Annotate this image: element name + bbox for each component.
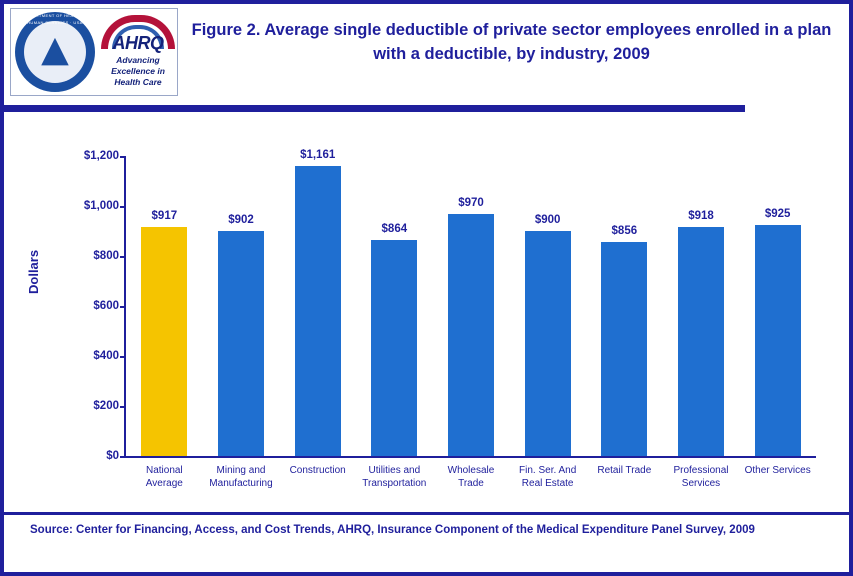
bar-value-label: $925 [764,207,791,220]
x-axis-category-label: Construction [289,465,346,476]
bar [448,196,494,457]
source-note: Source: Center for Financing, Access, and Cost Trends, AHRQ, Insurance Component of the Medical Expenditure Panel Survey, 2009 [30,524,755,536]
figure-header [4,4,849,100]
bar-value-label: $900 [534,214,561,226]
bar [525,214,571,456]
y-axis-tick-label: $400 [93,350,119,362]
logo-block [10,8,178,96]
y-axis-tick [120,456,126,458]
x-axis-category-label: Other Services [744,465,811,476]
bar-value-label: $864 [381,223,408,235]
bar [678,209,724,457]
bar-value-label: $917 [151,209,178,222]
ahrq-tagline: Advancing Excellence in Health Care [111,55,165,87]
y-axis-tick [120,206,126,208]
bar [371,223,417,456]
ahrq-wordmark: AHRQ [112,33,164,53]
y-axis-tick [120,256,126,258]
plot-area [83,148,816,489]
bar-value-label: $902 [228,213,254,226]
x-axis-category-label: Wholesale Trade [447,465,495,489]
page-title: Figure 2. Average single deductible of private sector employees enrolled in a plan with a deductible, by industry, 2009 [191,21,832,63]
bar-value-label: $918 [688,209,714,222]
bar [295,148,341,456]
hhs-seal-icon: ▲ DEPARTMENT OF HEALTH & HUMAN SERVICES · USA [15,12,95,92]
y-axis-tick-label: $200 [93,400,119,412]
y-axis-tick [120,406,126,408]
y-axis-tick [120,356,126,358]
bar-value-label: $856 [611,225,638,237]
x-axis-category-label: Mining and Manufacturing [209,465,273,489]
x-axis-category-label: Utilities and Transportation [362,465,427,489]
y-axis-tick-label: $0 [106,450,119,462]
footer-divider [4,512,849,515]
y-axis-tick-label: $1,200 [83,150,119,162]
bar-chart [4,116,849,508]
y-axis-tick-label: $1,000 [83,200,119,212]
y-axis-tick-label: $800 [93,250,119,262]
y-axis-tick-label: $600 [93,300,119,312]
bar [218,213,264,457]
y-axis-tick [120,306,126,308]
x-axis-category-label: Professional Services [673,465,729,489]
y-axis-title: Dollars [26,249,41,294]
bar-value-label: $970 [458,196,484,209]
bar [141,209,187,456]
x-axis-category-label: National Average [145,465,183,489]
x-axis-category-label: Retail Trade [597,465,652,476]
x-axis-category-label: Fin. Ser. And Real Estate [519,465,577,489]
bar [601,225,647,456]
y-axis-tick [120,156,126,158]
bar [755,207,801,456]
ahrq-logo-icon [99,11,177,95]
bar-value-label: $1,161 [300,148,336,161]
hhs-seal-ring-text: DEPARTMENT OF HEALTH & HUMAN SERVICES · USA [23,13,87,25]
header-divider [4,105,745,112]
